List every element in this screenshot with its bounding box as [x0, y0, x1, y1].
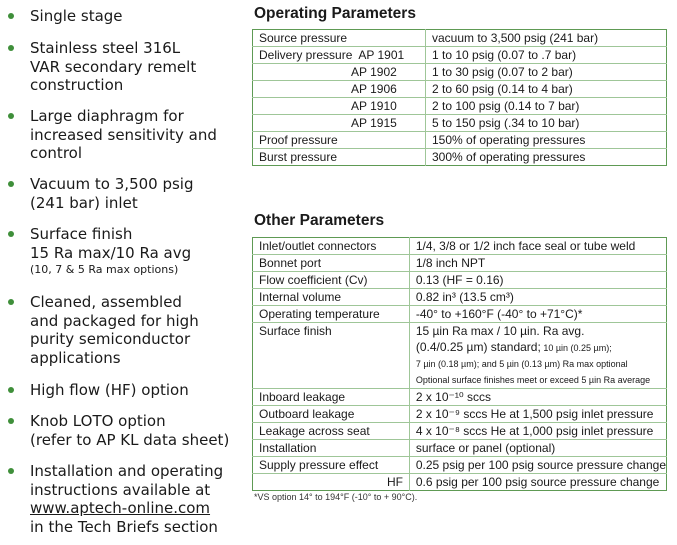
table-row	[253, 149, 667, 166]
model-label: AP 1915	[351, 116, 397, 130]
feature-line: (241 bar) inlet	[30, 193, 138, 212]
param-value: 1/8 inch NPT	[409, 255, 666, 272]
feature-line: VAR secondary remelt	[30, 57, 197, 76]
param-label: Inlet/outlet connectors	[253, 238, 410, 255]
bullet-icon	[8, 45, 14, 51]
bullet-icon	[8, 13, 14, 19]
param-value: 2 to 60 psig (0.14 to 4 bar)	[426, 81, 667, 98]
table-row	[253, 115, 667, 132]
param-label: Delivery pressure	[259, 48, 353, 62]
table-row	[253, 238, 667, 255]
table-row	[253, 81, 667, 98]
table-row	[253, 47, 667, 64]
feature-line: applications	[30, 348, 121, 367]
operating-parameters-title: Operating Parameters	[254, 5, 416, 22]
other-parameters-title: Other Parameters	[254, 212, 385, 229]
feature-line: Single stage	[30, 7, 123, 25]
param-value: 0.25 psig per 100 psig source pressure change	[409, 457, 666, 474]
param-label: Internal volume	[253, 289, 410, 306]
model-label: AP 1910	[351, 99, 397, 113]
feature-line: increased sensitivity and	[30, 125, 217, 144]
param-value: (0.4/0.25 µm) standard;	[415, 340, 541, 354]
table-row	[253, 457, 667, 474]
param-label: Bonnet port	[253, 255, 410, 272]
operating-parameters-table	[252, 29, 667, 166]
param-value: 1 to 10 psig (0.07 to .7 bar)	[426, 47, 667, 64]
param-value: 5 to 150 psig (.34 to 10 bar)	[426, 115, 667, 132]
param-value: 1 to 30 psig (0.07 to 2 bar)	[426, 64, 667, 81]
feature-line: (refer to AP KL data sheet)	[30, 430, 230, 449]
param-label: Leakage across seat	[253, 423, 410, 440]
param-label: Operating temperature	[253, 306, 410, 323]
feature-line: Stainless steel 316L	[30, 39, 181, 57]
param-value: 2 x 10⁻¹⁰ sccs	[409, 389, 666, 406]
feature-line: Knob LOTO option	[30, 412, 166, 430]
bullet-icon	[8, 231, 14, 237]
model-label: AP 1906	[351, 82, 397, 96]
website-link[interactable]: www.aptech-online.com	[30, 499, 211, 517]
model-label: AP 1901	[358, 48, 405, 62]
param-value: surface or panel (optional)	[409, 440, 666, 457]
param-label: Installation	[253, 440, 410, 457]
table-row	[253, 440, 667, 457]
table-row	[253, 406, 667, 423]
param-label: Burst pressure	[253, 149, 426, 166]
table-row	[253, 289, 667, 306]
feature-line: Installation and operating	[30, 462, 224, 480]
feature-line: instructions available at	[30, 480, 211, 499]
bullet-icon	[8, 418, 14, 424]
table-row	[253, 474, 667, 491]
feature-line: High flow (HF) option	[30, 381, 189, 399]
table-row	[253, 306, 667, 323]
param-value-note: Optional surface finishes meet or exceed 5 µin Ra average	[415, 375, 651, 385]
param-value-note: 7 µin (0.18 µm); and 5 µin (0.13 µm) Ra max optional	[415, 359, 628, 369]
other-parameters-table	[252, 237, 667, 491]
feature-line: construction	[30, 76, 124, 94]
param-value: -40° to +160°F (-40° to +71°C)*	[409, 306, 666, 323]
model-label: HF	[387, 475, 403, 489]
table-row	[253, 64, 667, 81]
param-label: Supply pressure effect	[253, 457, 410, 474]
feature-line: 15 Ra max/10 Ra avg	[30, 243, 192, 262]
param-value: 1/4, 3/8 or 1/2 inch face seal or tube weld	[409, 238, 666, 255]
table-row	[253, 272, 667, 289]
param-value: 15 µin Ra max / 10 µin. Ra avg.	[415, 324, 585, 338]
param-label: Inboard leakage	[253, 389, 410, 406]
param-value: vacuum to 3,500 psig (241 bar)	[426, 30, 667, 47]
param-value: 2 to 100 psig (0.14 to 7 bar)	[426, 98, 667, 115]
param-value: 300% of operating pressures	[432, 150, 586, 164]
param-label: Proof pressure	[253, 132, 426, 149]
table-row	[253, 389, 667, 406]
feature-note: (10, 7 & 5 Ra max options)	[30, 263, 179, 276]
param-value: 0.6 psig per 100 psig source pressure change	[415, 475, 660, 489]
table-row	[253, 255, 667, 272]
bullet-icon	[8, 299, 14, 305]
bullet-icon	[8, 387, 14, 393]
bullet-icon	[8, 113, 14, 119]
param-label: Surface finish	[253, 323, 410, 389]
feature-line: control	[30, 144, 82, 162]
feature-line: Cleaned, assembled	[30, 293, 182, 311]
bullet-icon	[8, 468, 14, 474]
param-value: 0.82 in³ (13.5 cm³)	[409, 289, 666, 306]
feature-line: Large diaphragm for	[30, 107, 184, 125]
feature-line: purity semiconductor	[30, 330, 191, 348]
bullet-icon	[8, 181, 14, 187]
feature-line: in the Tech Briefs section	[30, 517, 218, 536]
feature-line: and packaged for high	[30, 311, 199, 330]
param-label: Flow coefficient (Cv)	[253, 272, 410, 289]
table-row	[253, 423, 667, 440]
param-value: 150% of operating pressures	[426, 132, 667, 149]
feature-line: Surface finish	[30, 225, 133, 243]
param-label: Outboard leakage	[253, 406, 410, 423]
table-row	[253, 98, 667, 115]
footnote: *VS option 14° to 194°F (-10° to + 90°C).	[254, 492, 418, 502]
model-label: AP 1902	[351, 65, 397, 79]
param-value: 4 x 10⁻⁸ sccs He at 1,000 psig inlet pressure	[409, 423, 666, 440]
table-row	[253, 30, 667, 47]
param-value-note: 10 µin (0.25 µm);	[540, 343, 612, 353]
param-value: 0.13 (HF = 0.16)	[409, 272, 666, 289]
table-row	[253, 132, 667, 149]
param-value: 2 x 10⁻⁹ sccs He at 1,500 psig inlet pressure	[409, 406, 666, 423]
table-row	[253, 323, 667, 389]
feature-line: Vacuum to 3,500 psig	[30, 175, 194, 193]
param-label: Source pressure	[253, 30, 426, 47]
